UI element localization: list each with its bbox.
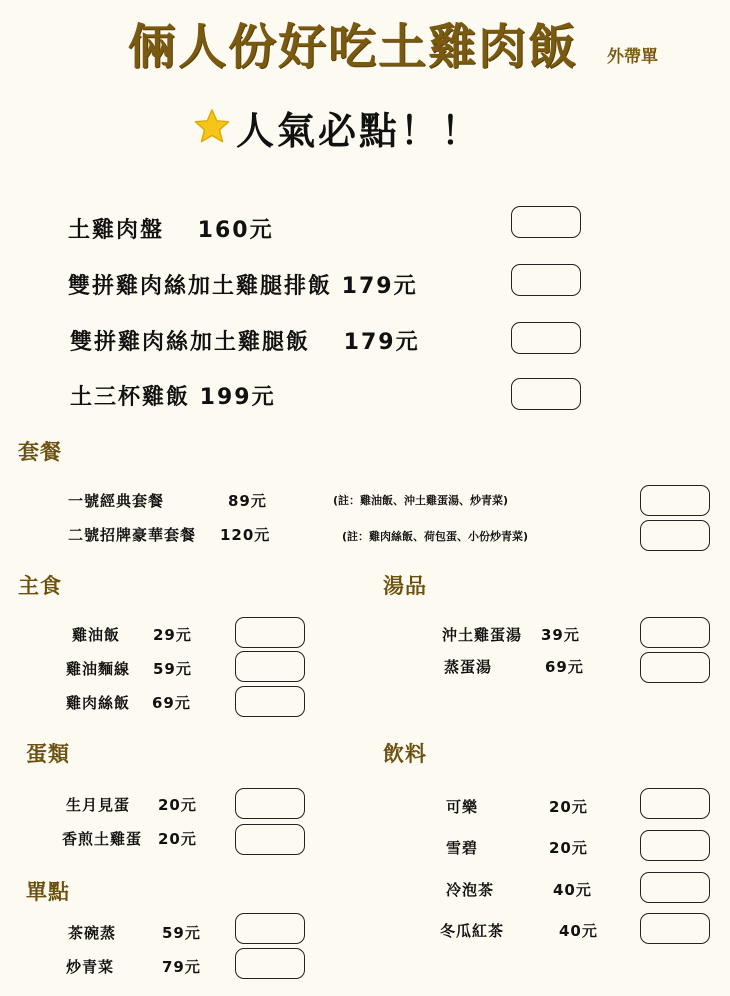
section-heading-staples: 主食 xyxy=(18,574,62,598)
featured-item: 土三杯雞飯 199元 xyxy=(70,385,276,410)
quantity-field[interactable] xyxy=(640,652,710,683)
menu-item-name: 蒸蛋湯 xyxy=(444,658,493,676)
set-item-price: 120元 xyxy=(220,526,271,544)
featured-item: 雙拼雞肉絲加土雞腿飯 179元 xyxy=(70,330,420,355)
quantity-field[interactable] xyxy=(235,788,305,819)
menu-item-name: 冬瓜紅茶 xyxy=(440,922,505,940)
quantity-field[interactable] xyxy=(511,264,581,296)
set-item-name: 一號經典套餐 xyxy=(68,492,165,510)
section-heading-drinks: 飲料 xyxy=(383,742,427,766)
menu-item-name: 雞肉絲飯 xyxy=(66,694,131,712)
quantity-field[interactable] xyxy=(511,378,581,410)
quantity-field[interactable] xyxy=(235,617,305,648)
menu-item-name: 雞油飯 xyxy=(72,626,121,644)
menu-item-price: 20元 xyxy=(549,839,588,857)
menu-item-name: 茶碗蒸 xyxy=(68,924,117,942)
page-title: 倆人份好吃土雞肉飯 xyxy=(128,19,579,75)
quantity-field[interactable] xyxy=(640,485,710,516)
page-subtitle: 外帶單 xyxy=(607,47,658,67)
set-item-note: (註：雞油飯、沖土雞蛋湯、炒青菜) xyxy=(333,494,509,507)
menu-item-price: 40元 xyxy=(553,881,592,899)
menu-item-name: 生月見蛋 xyxy=(66,796,131,814)
quantity-field[interactable] xyxy=(235,686,305,717)
featured-item: 土雞肉盤 160元 xyxy=(68,218,274,243)
set-item-name: 二號招牌豪華套餐 xyxy=(68,526,197,544)
quantity-field[interactable] xyxy=(511,322,581,354)
menu-item-name: 香煎土雞蛋 xyxy=(62,830,143,848)
quantity-field[interactable] xyxy=(235,824,305,855)
quantity-field[interactable] xyxy=(640,830,710,861)
menu-item-price: 20元 xyxy=(549,798,588,816)
quantity-field[interactable] xyxy=(511,206,581,238)
menu-item-name: 雪碧 xyxy=(446,839,479,857)
quantity-field[interactable] xyxy=(235,651,305,682)
quantity-field[interactable] xyxy=(640,617,710,648)
menu-item-price: 79元 xyxy=(162,958,201,976)
quantity-field[interactable] xyxy=(235,913,305,944)
section-heading-sets: 套餐 xyxy=(18,440,62,464)
quantity-field[interactable] xyxy=(640,872,710,903)
quantity-field[interactable] xyxy=(235,948,305,979)
menu-item-name: 炒青菜 xyxy=(66,958,115,976)
menu-item-price: 59元 xyxy=(162,924,201,942)
menu-item-price: 20元 xyxy=(158,796,197,814)
set-item-price: 89元 xyxy=(228,492,267,510)
quantity-field[interactable] xyxy=(640,913,710,944)
quantity-field[interactable] xyxy=(640,788,710,819)
set-item-note: (註：雞肉絲飯、荷包蛋、小份炒青菜) xyxy=(342,530,529,543)
menu-item-price: 69元 xyxy=(152,694,191,712)
section-heading-sides: 單點 xyxy=(26,880,70,904)
menu-item-name: 冷泡茶 xyxy=(446,881,495,899)
quantity-field[interactable] xyxy=(640,520,710,551)
star-icon xyxy=(193,107,231,145)
menu-item-name: 雞油麵線 xyxy=(66,660,131,678)
menu-item-price: 29元 xyxy=(153,626,192,644)
menu-item-price: 39元 xyxy=(541,626,580,644)
menu-item-name: 可樂 xyxy=(446,798,479,816)
featured-item: 雙拼雞肉絲加土雞腿排飯 179元 xyxy=(68,274,418,299)
menu-item-name: 沖土雞蛋湯 xyxy=(442,626,523,644)
section-heading-soups: 湯品 xyxy=(383,574,427,598)
popular-heading: 人氣必點！！ xyxy=(236,109,483,153)
section-heading-eggs: 蛋類 xyxy=(26,742,70,766)
menu-item-price: 40元 xyxy=(559,922,598,940)
menu-item-price: 59元 xyxy=(153,660,192,678)
menu-item-price: 69元 xyxy=(545,658,584,676)
menu-item-price: 20元 xyxy=(158,830,197,848)
